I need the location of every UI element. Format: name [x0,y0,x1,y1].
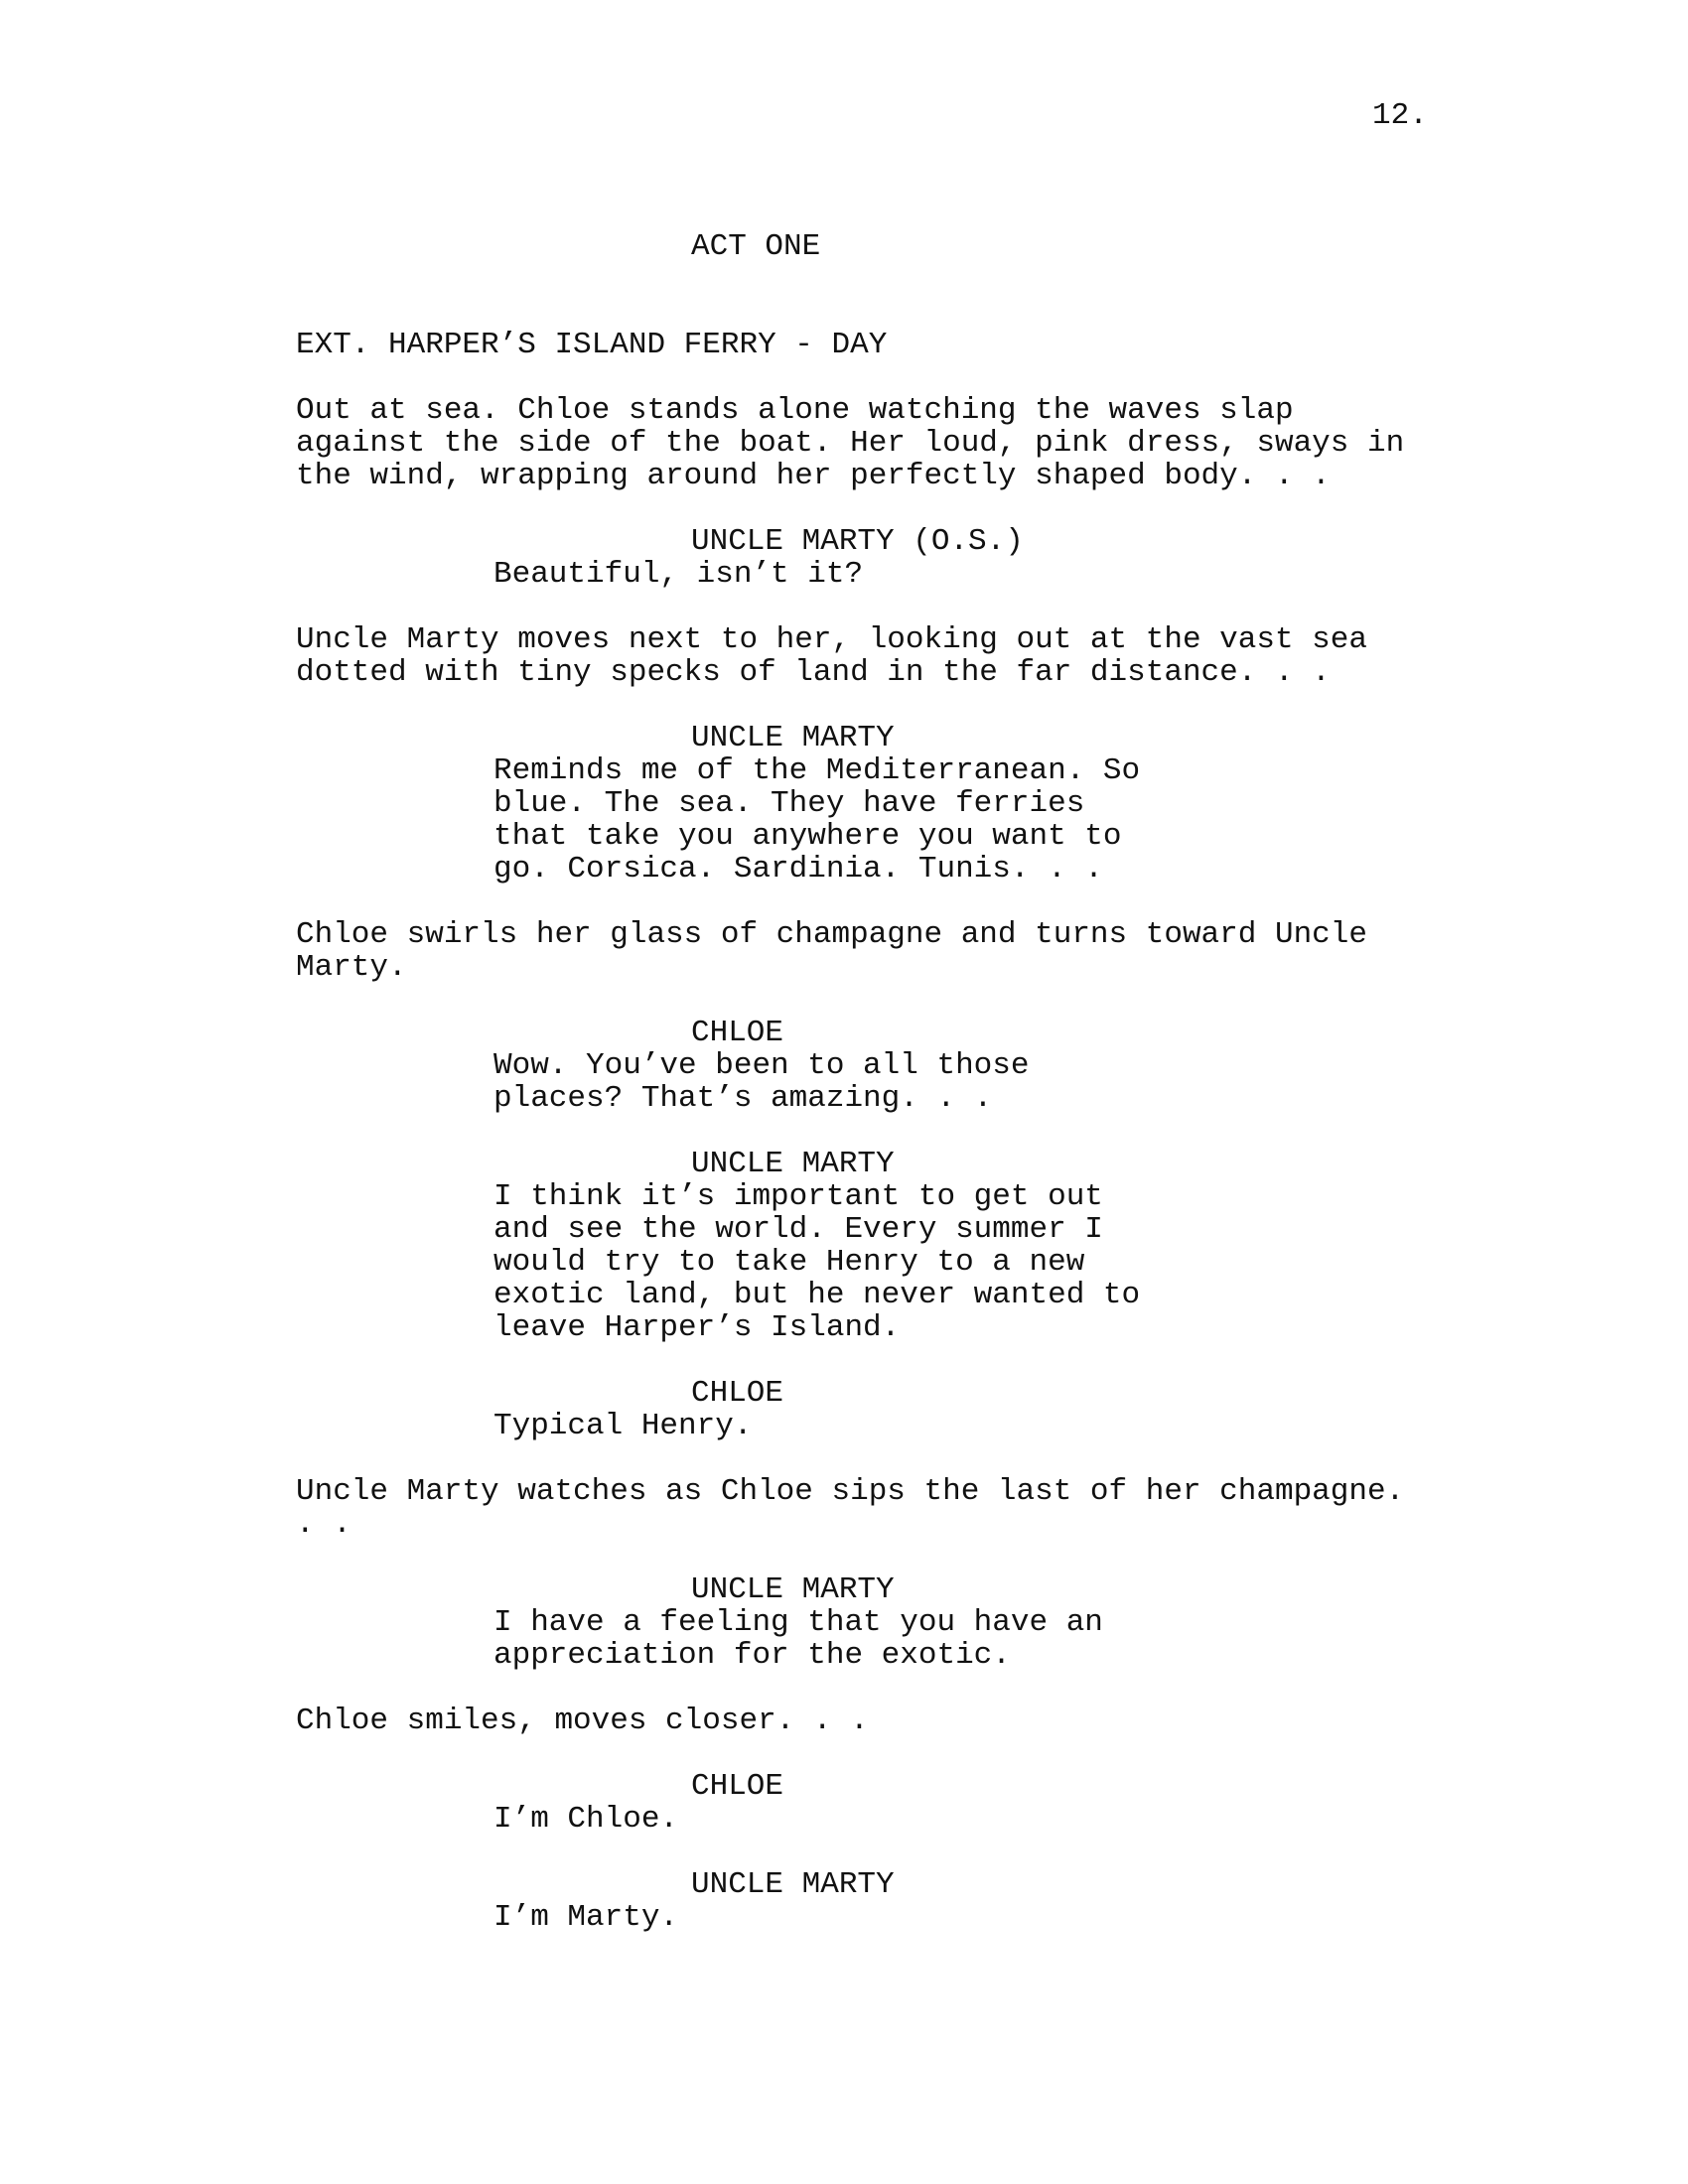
dialogue-line: Beautiful, isn’t it? [493,557,864,592]
dialogue-line: exotic land, but he never wanted to [493,1278,1141,1312]
action-line: the wind, wrapping around her perfectly shaped body. . . [296,459,1331,493]
dialogue-line: I’m Chloe. [493,1802,679,1837]
action-line: Uncle Marty watches as Chloe sips the last of her champagne. [296,1474,1405,1509]
act-heading: ACT ONE [691,229,821,264]
character-name: CHLOE [691,1376,784,1411]
action-line: Uncle Marty moves next to her, looking out at the vast sea [296,622,1367,657]
dialogue-line: appreciation for the exotic. [493,1638,1011,1673]
scene-heading: EXT. HARPER’S ISLAND FERRY - DAY [296,328,888,362]
action-line: dotted with tiny specks of land in the far distance. . . [296,655,1331,690]
dialogue-line: and see the world. Every summer I [493,1212,1103,1247]
action-line: . . [296,1507,352,1542]
character-name: UNCLE MARTY (O.S.) [691,524,1024,559]
action-line: Marty. [296,950,407,985]
action-line: Out at sea. Chloe stands alone watching the waves slap [296,393,1294,428]
dialogue-line: go. Corsica. Sardinia. Tunis. . . [493,852,1103,887]
character-name: CHLOE [691,1016,784,1050]
dialogue-line: blue. The sea. They have ferries [493,786,1085,821]
dialogue-line: leave Harper’s Island. [493,1310,901,1345]
dialogue-line: I think it’s important to get out [493,1179,1103,1214]
character-name: UNCLE MARTY [691,1147,895,1181]
dialogue-line: Wow. You’ve been to all those [493,1048,1030,1083]
action-line: Chloe swirls her glass of champagne and turns toward Uncle [296,917,1367,952]
dialogue-line: Typical Henry. [493,1409,753,1443]
dialogue-line: Reminds me of the Mediterranean. So [493,753,1141,788]
page-number: 12. [1372,98,1428,133]
action-line: against the side of the boat. Her loud, pink dress, sways in [296,426,1405,461]
character-name: UNCLE MARTY [691,1572,895,1607]
character-name: UNCLE MARTY [691,1867,895,1902]
dialogue-line: that take you anywhere you want to [493,819,1122,854]
character-name: UNCLE MARTY [691,721,895,755]
dialogue-line: I have a feeling that you have an [493,1605,1103,1640]
dialogue-line: I’m Marty. [493,1900,679,1935]
dialogue-line: would try to take Henry to a new [493,1245,1085,1280]
action-line: Chloe smiles, moves closer. . . [296,1704,869,1738]
character-name: CHLOE [691,1769,784,1804]
dialogue-line: places? That’s amazing. . . [493,1081,993,1116]
